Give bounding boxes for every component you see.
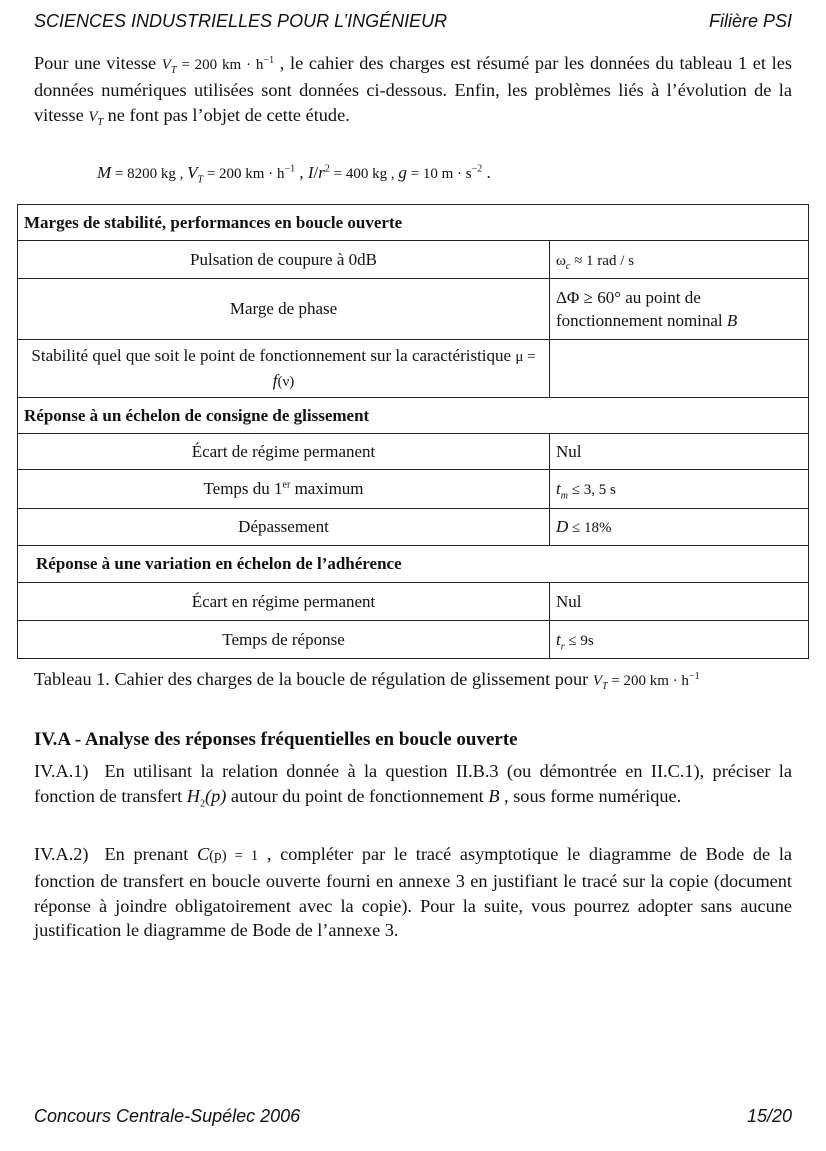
table-section-row: [18, 546, 809, 583]
question-iva1: IV.A.1) En utilisant la relation donnée à la question II.B.3 (ou démontrée en II.C.1), préciser la fonction de transfert $H_2(p)$ autour du point de fonctionnement B , sous forme numérique.: [34, 761, 792, 810]
table-row: [18, 279, 809, 340]
adherence-error-label: Écart en régime permanent: [18, 583, 550, 621]
table-row: [18, 621, 809, 659]
question-iva2: IV.A.2) En prenant C(p) = 1 , compléter par le tracé asymptotique le diagramme de Bode de la fonction de transfert en boucle ouverte fourni en annexe 3 en justifiant le tracé sur la copie (document réponse à joindre obligatoirement avec la copie). Pour la suite, vous pourrez adopter sans aucune justification le diagramme de Bode de l’annexe 3.: [34, 844, 793, 941]
table-section-row: [18, 398, 809, 434]
steady-state-error-value: Nul: [550, 434, 809, 470]
numeric-constants: M = 8200 kg , $V_T = 200$ km · $h^{-1}$ , $I/r^2 = 400$ kg , g = 10 $m \cdot s^{-2}$ .: [97, 163, 491, 186]
footer-exam-name: Concours Centrale-Supélec 2006: [34, 1106, 301, 1126]
response-time-value: $t_r \le 9s$: [550, 621, 809, 659]
section-step-response-header: Réponse à un échelon de consigne de glissement: [18, 398, 809, 434]
table-row: [18, 509, 809, 546]
table-row: [18, 241, 809, 279]
header-subject: SCIENCES INDUSTRIELLES POUR L’INGÉNIEUR: [34, 11, 448, 31]
overshoot-value: D ≤ 18%: [550, 509, 809, 546]
table-caption: Tableau 1. Cahier des charges de la boucle de régulation de glissement pour $V_T = 200$ km · $h^{-1}$: [34, 669, 700, 692]
section-adherence-header: Réponse à une variation en échelon de l’adhérence: [18, 546, 809, 583]
question-number: IV.A.1): [34, 761, 89, 781]
adherence-error-value: Nul: [550, 583, 809, 621]
page-footer: [34, 1106, 792, 1130]
cutoff-value: $\omega_c \approx 1$ rad / s: [550, 241, 809, 279]
intro-paragraph: Pour une vitesse $V_T = 200$ km · $h^{-1}$ , le cahier des charges est résumé par les données du tableau 1 et les données numériques utilisées sont données ci-dessous. Enfin, les problèmes liés à l’évolution de la vitesse $V_T$ ne font pas l’objet de cette étude.: [34, 53, 792, 128]
phase-margin-value: ΔΦ ≥ 60° au point de fonctionnement nominal B: [550, 279, 809, 340]
table-row: [18, 434, 809, 470]
section-title: IV.A - Analyse des réponses fréquentielles en boucle ouverte: [34, 729, 518, 750]
steady-state-error-label: Écart de régime permanent: [18, 434, 550, 470]
table-row: [18, 470, 809, 509]
table-row: [18, 583, 809, 621]
section-stability-header: Marges de stabilité, performances en boucle ouverte: [18, 205, 809, 241]
response-time-label: Temps de réponse: [18, 621, 550, 659]
stability-label: Stabilité quel que soit le point de fonctionnement sur la caractéristique μ = f(ν): [18, 340, 550, 398]
phase-margin-label: Marge de phase: [18, 279, 550, 340]
header-track: Filière PSI: [708, 11, 792, 31]
question-number: IV.A.2): [34, 844, 89, 864]
page-header: [34, 11, 792, 35]
cutoff-label: Pulsation de coupure à 0dB: [18, 241, 550, 279]
first-max-time-value: $t_m \le 3$, 5 s: [550, 470, 809, 509]
requirements-table: [17, 204, 809, 659]
table-row: [18, 340, 809, 398]
first-max-time-label: Temps du 1er maximum: [18, 470, 550, 509]
page-number: 15/20: [746, 1106, 792, 1126]
table-section-row: [18, 205, 809, 241]
stability-value: [550, 340, 809, 398]
overshoot-label: Dépassement: [18, 509, 550, 546]
